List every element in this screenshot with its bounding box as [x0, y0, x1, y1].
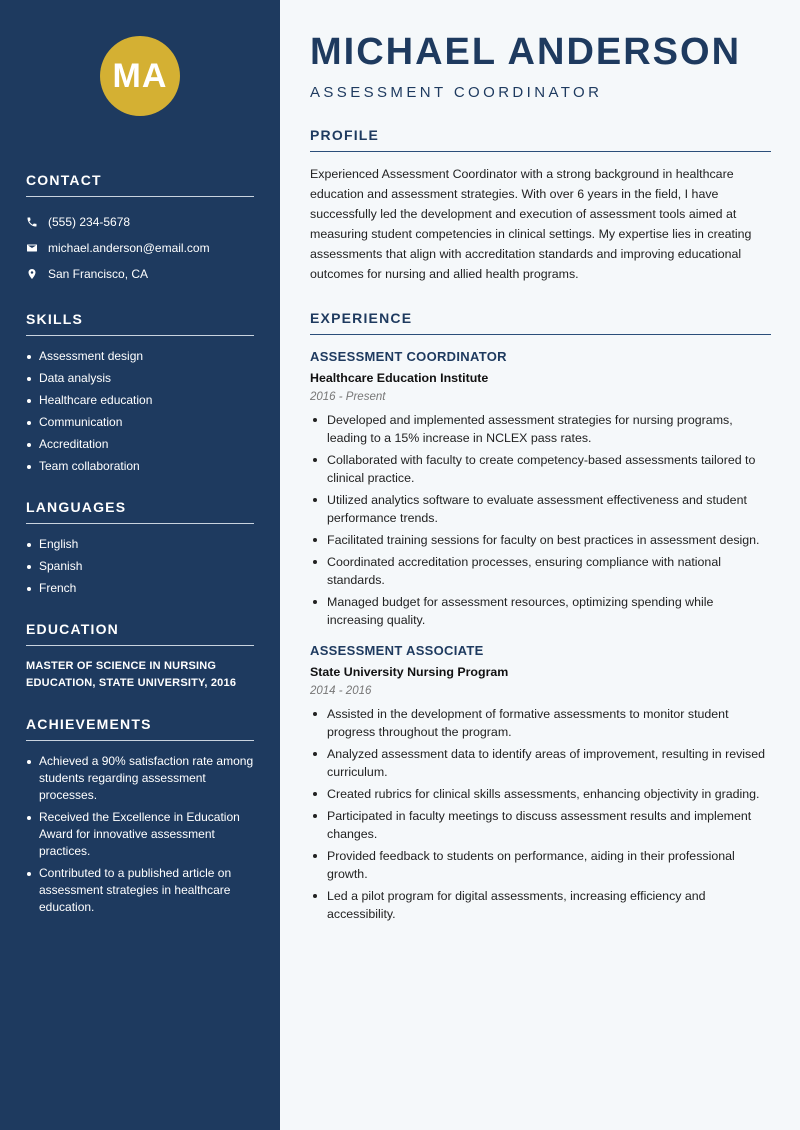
skill-item: Accreditation — [26, 436, 254, 453]
job-bullet: Managed budget for assessment resources, optimizing spending while increasing quality. — [310, 593, 771, 629]
languages-heading: LANGUAGES — [26, 499, 254, 524]
profile-heading: PROFILE — [310, 127, 771, 152]
skill-item: Team collaboration — [26, 458, 254, 475]
job-dates: 2016 - Present — [310, 391, 386, 403]
job-bullet: Provided feedback to students on performance, aiding in their professional growth. — [310, 847, 771, 883]
achievement-item: Received the Excellence in Education Award for innovative assessment practices. — [26, 809, 254, 860]
email-text[interactable]: michael.anderson@email.com — [48, 241, 210, 255]
job-bullet: Facilitated training sessions for faculty on best practices in assessment design. — [310, 531, 771, 549]
achievements-section — [26, 716, 254, 916]
achievements-heading: ACHIEVEMENTS — [26, 716, 254, 741]
education-section — [26, 621, 254, 692]
job-bullet: Assisted in the development of formative assessments to monitor student progress throughout the program. — [310, 705, 771, 741]
skill-item: Communication — [26, 414, 254, 431]
job-role: ASSESSMENT COORDINATOR — [310, 349, 507, 364]
phone-icon — [26, 216, 48, 228]
language-item: Spanish — [26, 558, 254, 575]
languages-list — [26, 536, 254, 597]
job-bullet: Coordinated accreditation processes, ensuring compliance with national standards. — [310, 553, 771, 589]
skill-item: Assessment design — [26, 348, 254, 365]
language-item: English — [26, 536, 254, 553]
education-entry: MASTER OF SCIENCE IN NURSING EDUCATION, STATE UNIVERSITY, 2016 — [26, 660, 237, 689]
education-heading: EDUCATION — [26, 621, 254, 646]
job-bullet: Led a pilot program for digital assessments, increasing efficiency and accessibility. — [310, 887, 771, 923]
achievements-list — [26, 753, 254, 916]
skills-section — [26, 311, 254, 475]
achievement-item: Contributed to a published article on assessment strategies in healthcare education. — [26, 865, 254, 916]
job-bullet: Created rubrics for clinical skills assessments, enhancing objectivity in grading. — [310, 785, 771, 803]
experience-heading: EXPERIENCE — [310, 310, 771, 335]
languages-section — [26, 499, 254, 597]
email-icon — [26, 242, 48, 254]
job-entry — [310, 643, 771, 923]
contact-heading: CONTACT — [26, 172, 254, 197]
profile-summary: Experienced Assessment Coordinator with a strong background in healthcare education and assessment strategies. With over 6 years in the field, I have successfully led the development and execution of assessment tools aimed at measuring student competencies in clinical settings. My expertise lies in creating assessments that align with accreditation standards and improving educational outcomes for nursing and allied health programs. — [310, 167, 752, 281]
job-company: State University Nursing Program — [310, 665, 509, 679]
job-bullet: Developed and implemented assessment strategies for nursing programs, leading to a 15% increase in NCLEX pass rates. — [310, 411, 771, 447]
sidebar — [0, 0, 280, 1130]
main-content — [280, 0, 800, 1130]
job-role: ASSESSMENT ASSOCIATE — [310, 643, 484, 658]
contact-phone — [26, 209, 254, 235]
skills-heading: SKILLS — [26, 311, 254, 336]
avatar: MA — [100, 36, 180, 116]
job-bullet: Analyzed assessment data to identify areas of improvement, resulting in revised curriculum. — [310, 745, 771, 781]
location-pin-icon — [26, 268, 48, 280]
job-dates: 2014 - 2016 — [310, 685, 372, 697]
job-bullets — [310, 411, 771, 629]
contact-email — [26, 235, 254, 261]
candidate-title: ASSESSMENT COORDINATOR — [310, 84, 603, 101]
phone-text[interactable]: (555) 234-5678 — [48, 215, 131, 229]
job-company: Healthcare Education Institute — [310, 371, 489, 385]
job-bullet: Collaborated with faculty to create competency-based assessments tailored to clinical practice. — [310, 451, 771, 487]
contact-location — [26, 261, 254, 287]
skills-list — [26, 348, 254, 475]
job-bullet: Utilized analytics software to evaluate assessment effectiveness and student performance trends. — [310, 491, 771, 527]
job-bullets — [310, 705, 771, 923]
skill-item: Healthcare education — [26, 392, 254, 409]
achievement-item: Achieved a 90% satisfaction rate among students regarding assessment processes. — [26, 753, 254, 804]
location-text: San Francisco, CA — [48, 267, 149, 281]
job-entry — [310, 349, 771, 629]
contact-section — [26, 172, 254, 287]
candidate-name: MICHAEL ANDERSON — [310, 31, 742, 73]
job-bullet: Participated in faculty meetings to discuss assessment results and implement changes. — [310, 807, 771, 843]
language-item: French — [26, 580, 254, 597]
skill-item: Data analysis — [26, 370, 254, 387]
